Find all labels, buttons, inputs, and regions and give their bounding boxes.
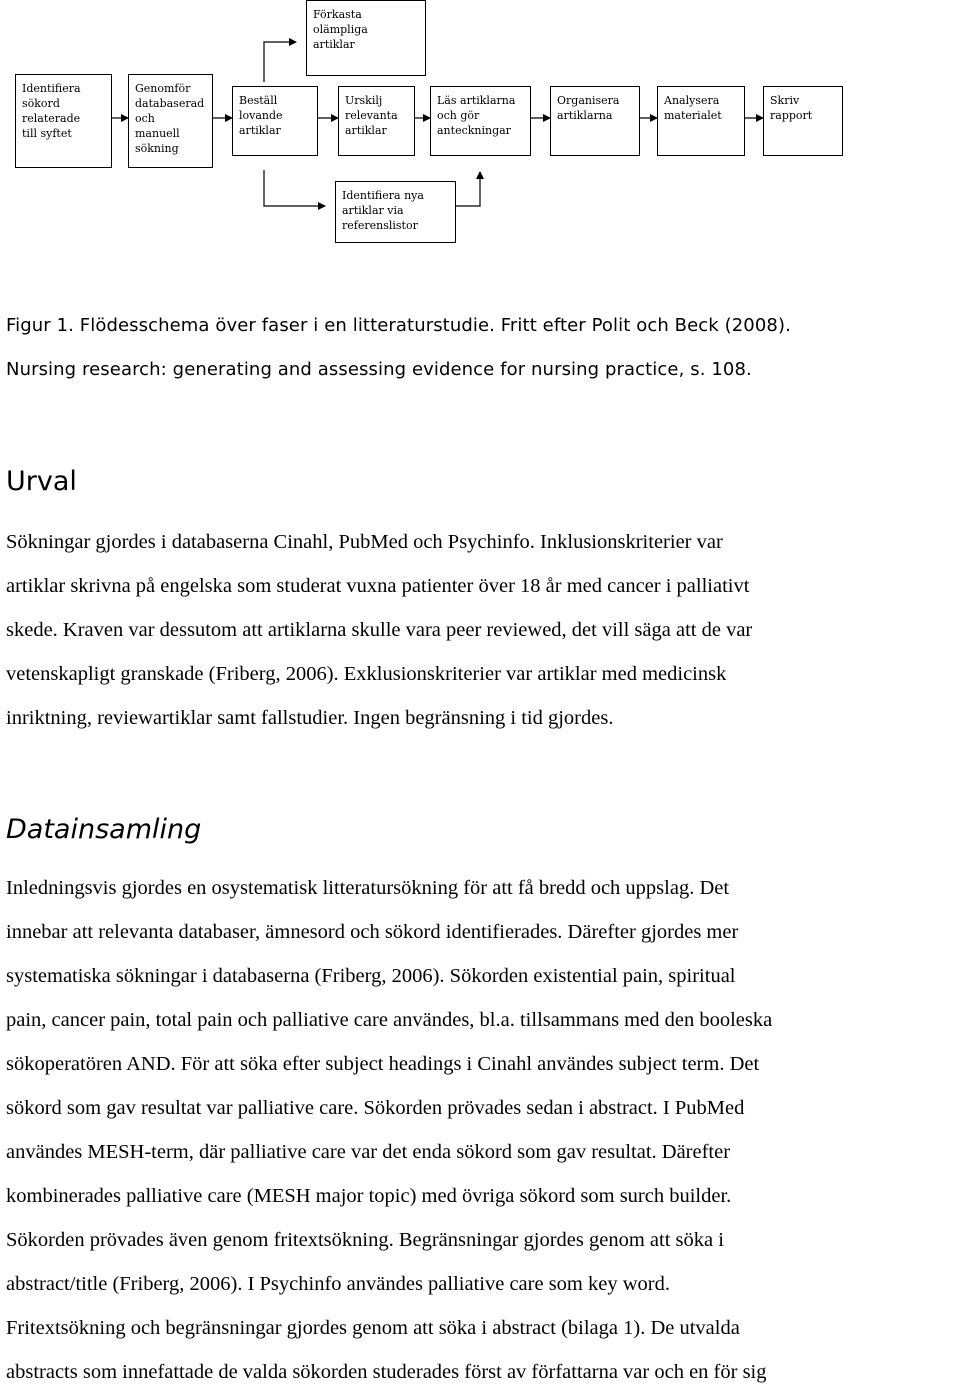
text-line: sökoperatören AND. För att söka efter subject headings i Cinahl användes subject term. Det	[6, 1053, 760, 1075]
flow-step-2: Genomför databaserad och manuell sökning	[128, 74, 213, 168]
arrow-to-reject	[264, 42, 296, 82]
flow-step-5: Läs artiklarna och gör anteckningar	[430, 86, 531, 156]
flow-step-8: Skriv rapport	[763, 86, 843, 156]
flow-step-6: Organisera artiklarna	[550, 86, 640, 156]
text-line: Inledningsvis gjordes en osystematisk litteratursökning för att få bredd och uppslag. Det	[6, 877, 730, 899]
text-line: Sökningar gjordes i databaserna Cinahl, PubMed och Psychinfo. Inklusionskriterier var	[6, 531, 723, 553]
flow-step-4: Urskilj relevanta artiklar	[338, 86, 415, 156]
text-line: innebar att relevanta databaser, ämnesord och sökord identifierades. Därefter gjordes mer	[6, 921, 739, 943]
text-line: Fritextsökning och begränsningar gjordes genom att söka i abstract (bilaga 1). De utvalda	[6, 1317, 740, 1339]
caption-line: Nursing research: generating and assessing evidence for nursing practice, s. 108.	[6, 359, 752, 380]
heading-urval: Urval	[6, 466, 77, 497]
flowchart	[0, 0, 960, 260]
flow-step-1: Identifiera sökord relaterade till syftet	[15, 74, 112, 168]
text-line: pain, cancer pain, total pain och palliative care användes, bl.a. tillsammans med den booleska	[6, 1009, 773, 1031]
text-line: systematiska sökningar i databaserna (Friberg, 2006). Sökorden existential pain, spiritual	[6, 965, 736, 987]
flow-step-3: Beställ lovande artiklar	[232, 86, 318, 156]
text-line: inriktning, reviewartiklar samt fallstudier. Ingen begränsning i tid gjordes.	[6, 707, 614, 729]
text-line: artiklar skrivna på engelska som studerat vuxna patienter över 18 år med cancer i palliativt	[6, 575, 750, 597]
heading-datainsamling: Datainsamling	[6, 814, 202, 845]
flow-step-7: Analysera materialet	[657, 86, 745, 156]
flow-box-identify: Identifiera nya artiklar via referenslistor	[335, 181, 456, 243]
text-line: abstract/title (Friberg, 2006). I Psychinfo användes palliative care som key word.	[6, 1273, 670, 1295]
text-line: sökord som gav resultat var palliative care. Sökorden prövades sedan i abstract. I PubMed	[6, 1097, 745, 1119]
text-line: kombinerades palliative care (MESH major topic) med övriga sökord som surch builder.	[6, 1185, 732, 1207]
text-line: användes MESH-term, där palliative care var det enda sökord som gav resultat. Därefter	[6, 1141, 731, 1163]
text-line: skede. Kraven var dessutom att artiklarna skulle vara peer reviewed, det vill säga att de var	[6, 619, 753, 641]
figure-caption	[6, 304, 956, 392]
caption-line: Figur 1. Flödesschema över faser i en litteraturstudie. Fritt efter Polit och Beck (2008).	[6, 315, 791, 336]
paragraph-urval	[6, 520, 956, 740]
text-line: vetenskapligt granskade (Friberg, 2006). Exklusionskriterier var artiklar med medicinsk	[6, 663, 727, 685]
flow-box-reject: Förkasta olämpliga artiklar	[306, 0, 426, 76]
paragraph-datainsamling	[6, 866, 956, 1394]
text-line: Sökorden prövades även genom fritextsökning. Begränsningar gjordes genom att söka i	[6, 1229, 724, 1251]
arrow-to-identify	[264, 170, 325, 206]
text-line: abstracts som innefattade de valda sökorden studerades först av författarna var och en för sig	[6, 1361, 767, 1383]
